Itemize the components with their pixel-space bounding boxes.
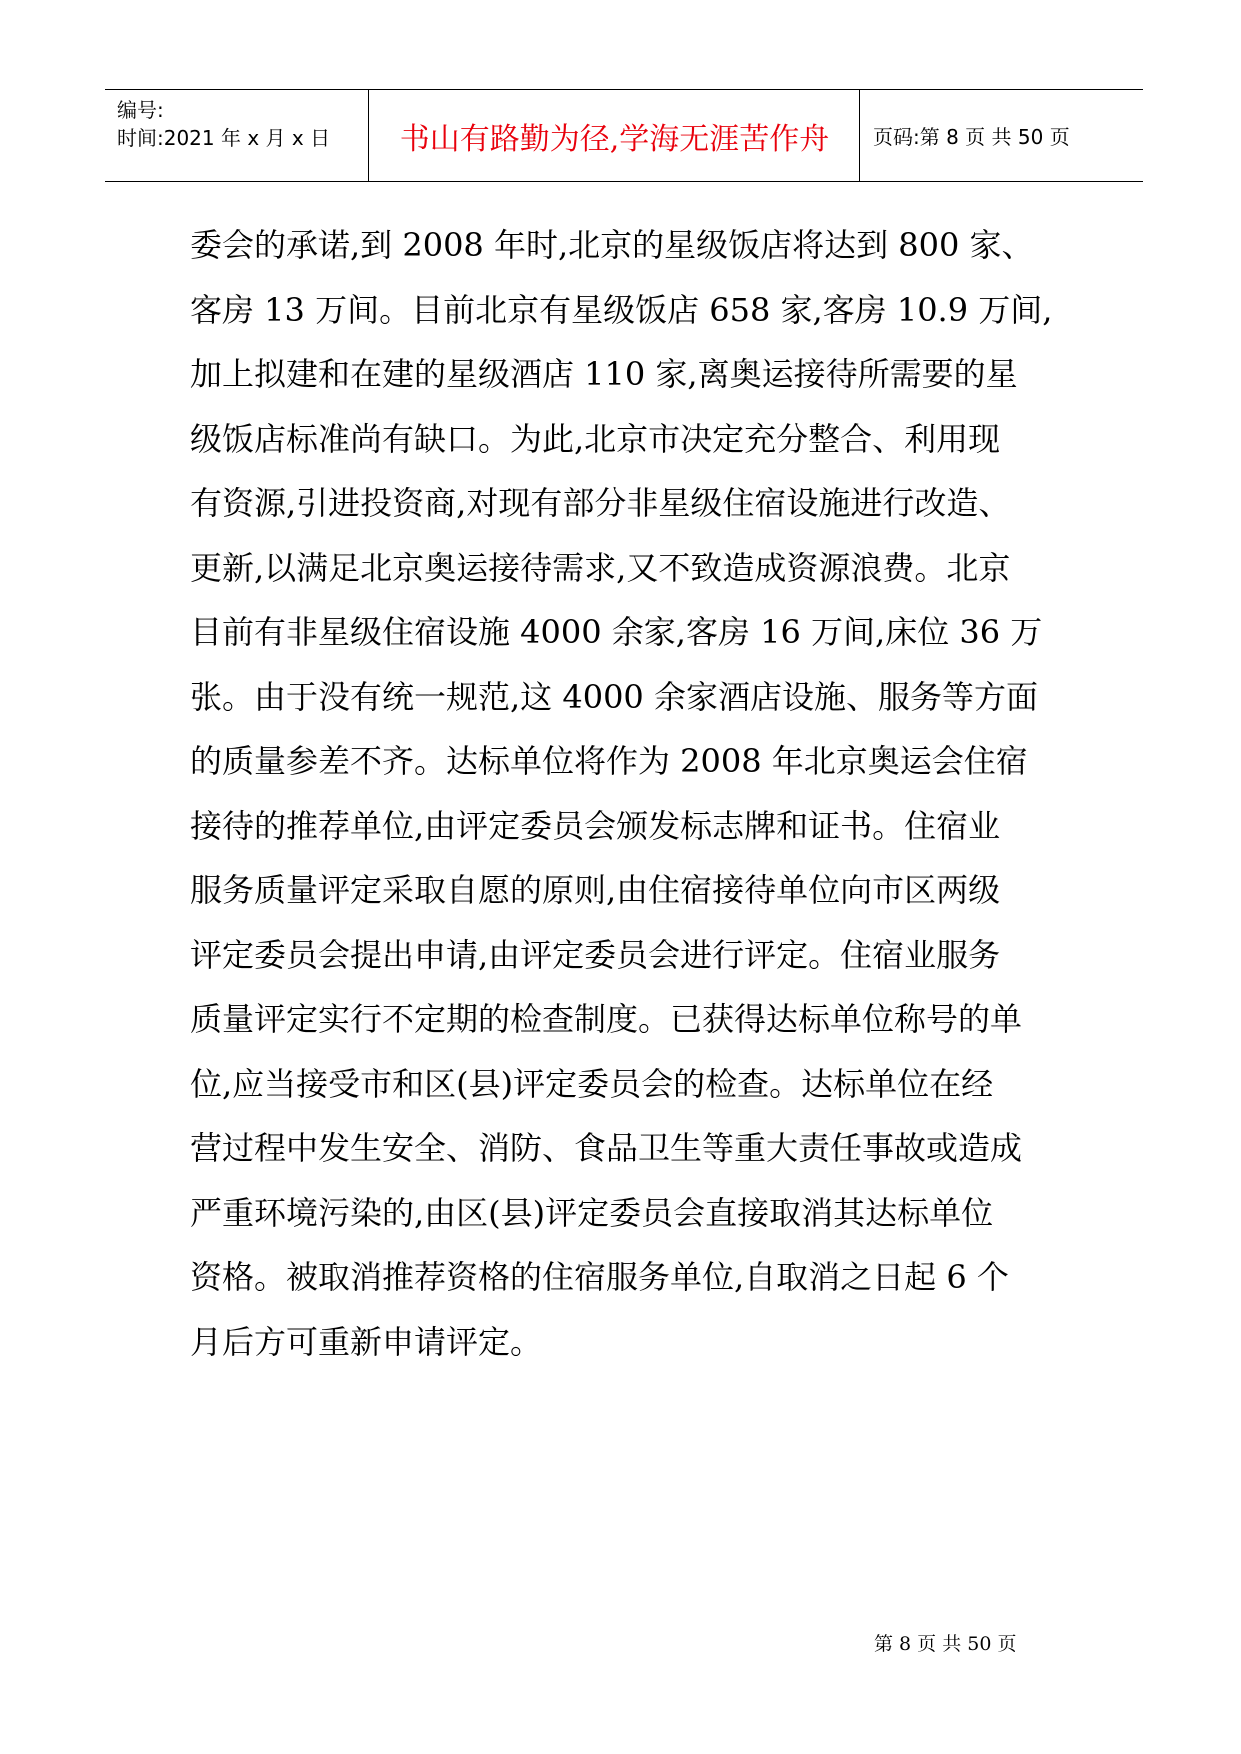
body-line: 接待的推荐单位,由评定委员会颁发标志牌和证书。住宿业 — [190, 806, 1001, 845]
header-divider-left — [368, 90, 369, 181]
header-divider-right — [859, 90, 860, 181]
body-line: 月后方可重新申请评定。 — [190, 1322, 543, 1361]
body-text — [190, 213, 1070, 1374]
body-line: 级饭店标准尚有缺口。为此,北京市决定充分整合、利用现 — [190, 419, 1001, 458]
body-line: 委会的承诺,到 2008 年时,北京的星级饭店将达到 800 家、 — [190, 226, 1034, 264]
body-line: 加上拟建和在建的星级酒店 110 家,离奥运接待所需要的星 — [190, 355, 1018, 393]
body-line: 的质量参差不齐。达标单位将作为 2008 年北京奥运会住宿 — [190, 742, 1028, 780]
body-line: 客房 13 万间。目前北京有星级饭店 658 家,客房 10.9 万间, — [190, 290, 1053, 329]
body-line: 资格。被取消推荐资格的住宿服务单位,自取消之日起 6 个 — [190, 1258, 1009, 1296]
page-header — [105, 89, 1143, 182]
body-line: 有资源,引进投资商,对现有部分非星级住宿设施进行改造、 — [190, 484, 1011, 522]
body-line: 目前有非星级住宿设施 4000 余家,客房 16 万间,床位 36 万 — [190, 613, 1043, 651]
body-line: 位,应当接受市和区(县)评定委员会的检查。达标单位在经 — [190, 1064, 994, 1103]
body-line: 张。由于没有统一规范,这 4000 余家酒店设施、服务等方面 — [190, 677, 1038, 716]
body-line: 评定委员会提出申请,由评定委员会进行评定。住宿业服务 — [190, 935, 1001, 974]
document-number-label: 编号: — [117, 98, 164, 122]
body-line: 质量评定实行不定期的检查制度。已获得达标单位称号的单 — [190, 1000, 1023, 1038]
header-meta — [117, 96, 330, 152]
body-line: 服务质量评定采取自愿的原则,由住宿接待单位向市区两级 — [190, 871, 1001, 909]
page-footer: 第 8 页 共 50 页 — [874, 1633, 1017, 1655]
body-line: 严重环境污染的,由区(县)评定委员会直接取消其达标单位 — [190, 1193, 994, 1232]
body-line: 营过程中发生安全、消防、食品卫生等重大责任事故或造成 — [190, 1129, 1023, 1167]
document-time-label: 时间:2021 年 x 月 x 日 — [117, 126, 331, 150]
header-motto: 书山有路勤为径,学海无涯苦作舟 — [399, 121, 830, 157]
header-page-info: 页码:第 8 页 共 50 页 — [873, 125, 1070, 149]
body-line: 更新,以满足北京奥运接待需求,又不致造成资源浪费。北京 — [190, 548, 1011, 587]
